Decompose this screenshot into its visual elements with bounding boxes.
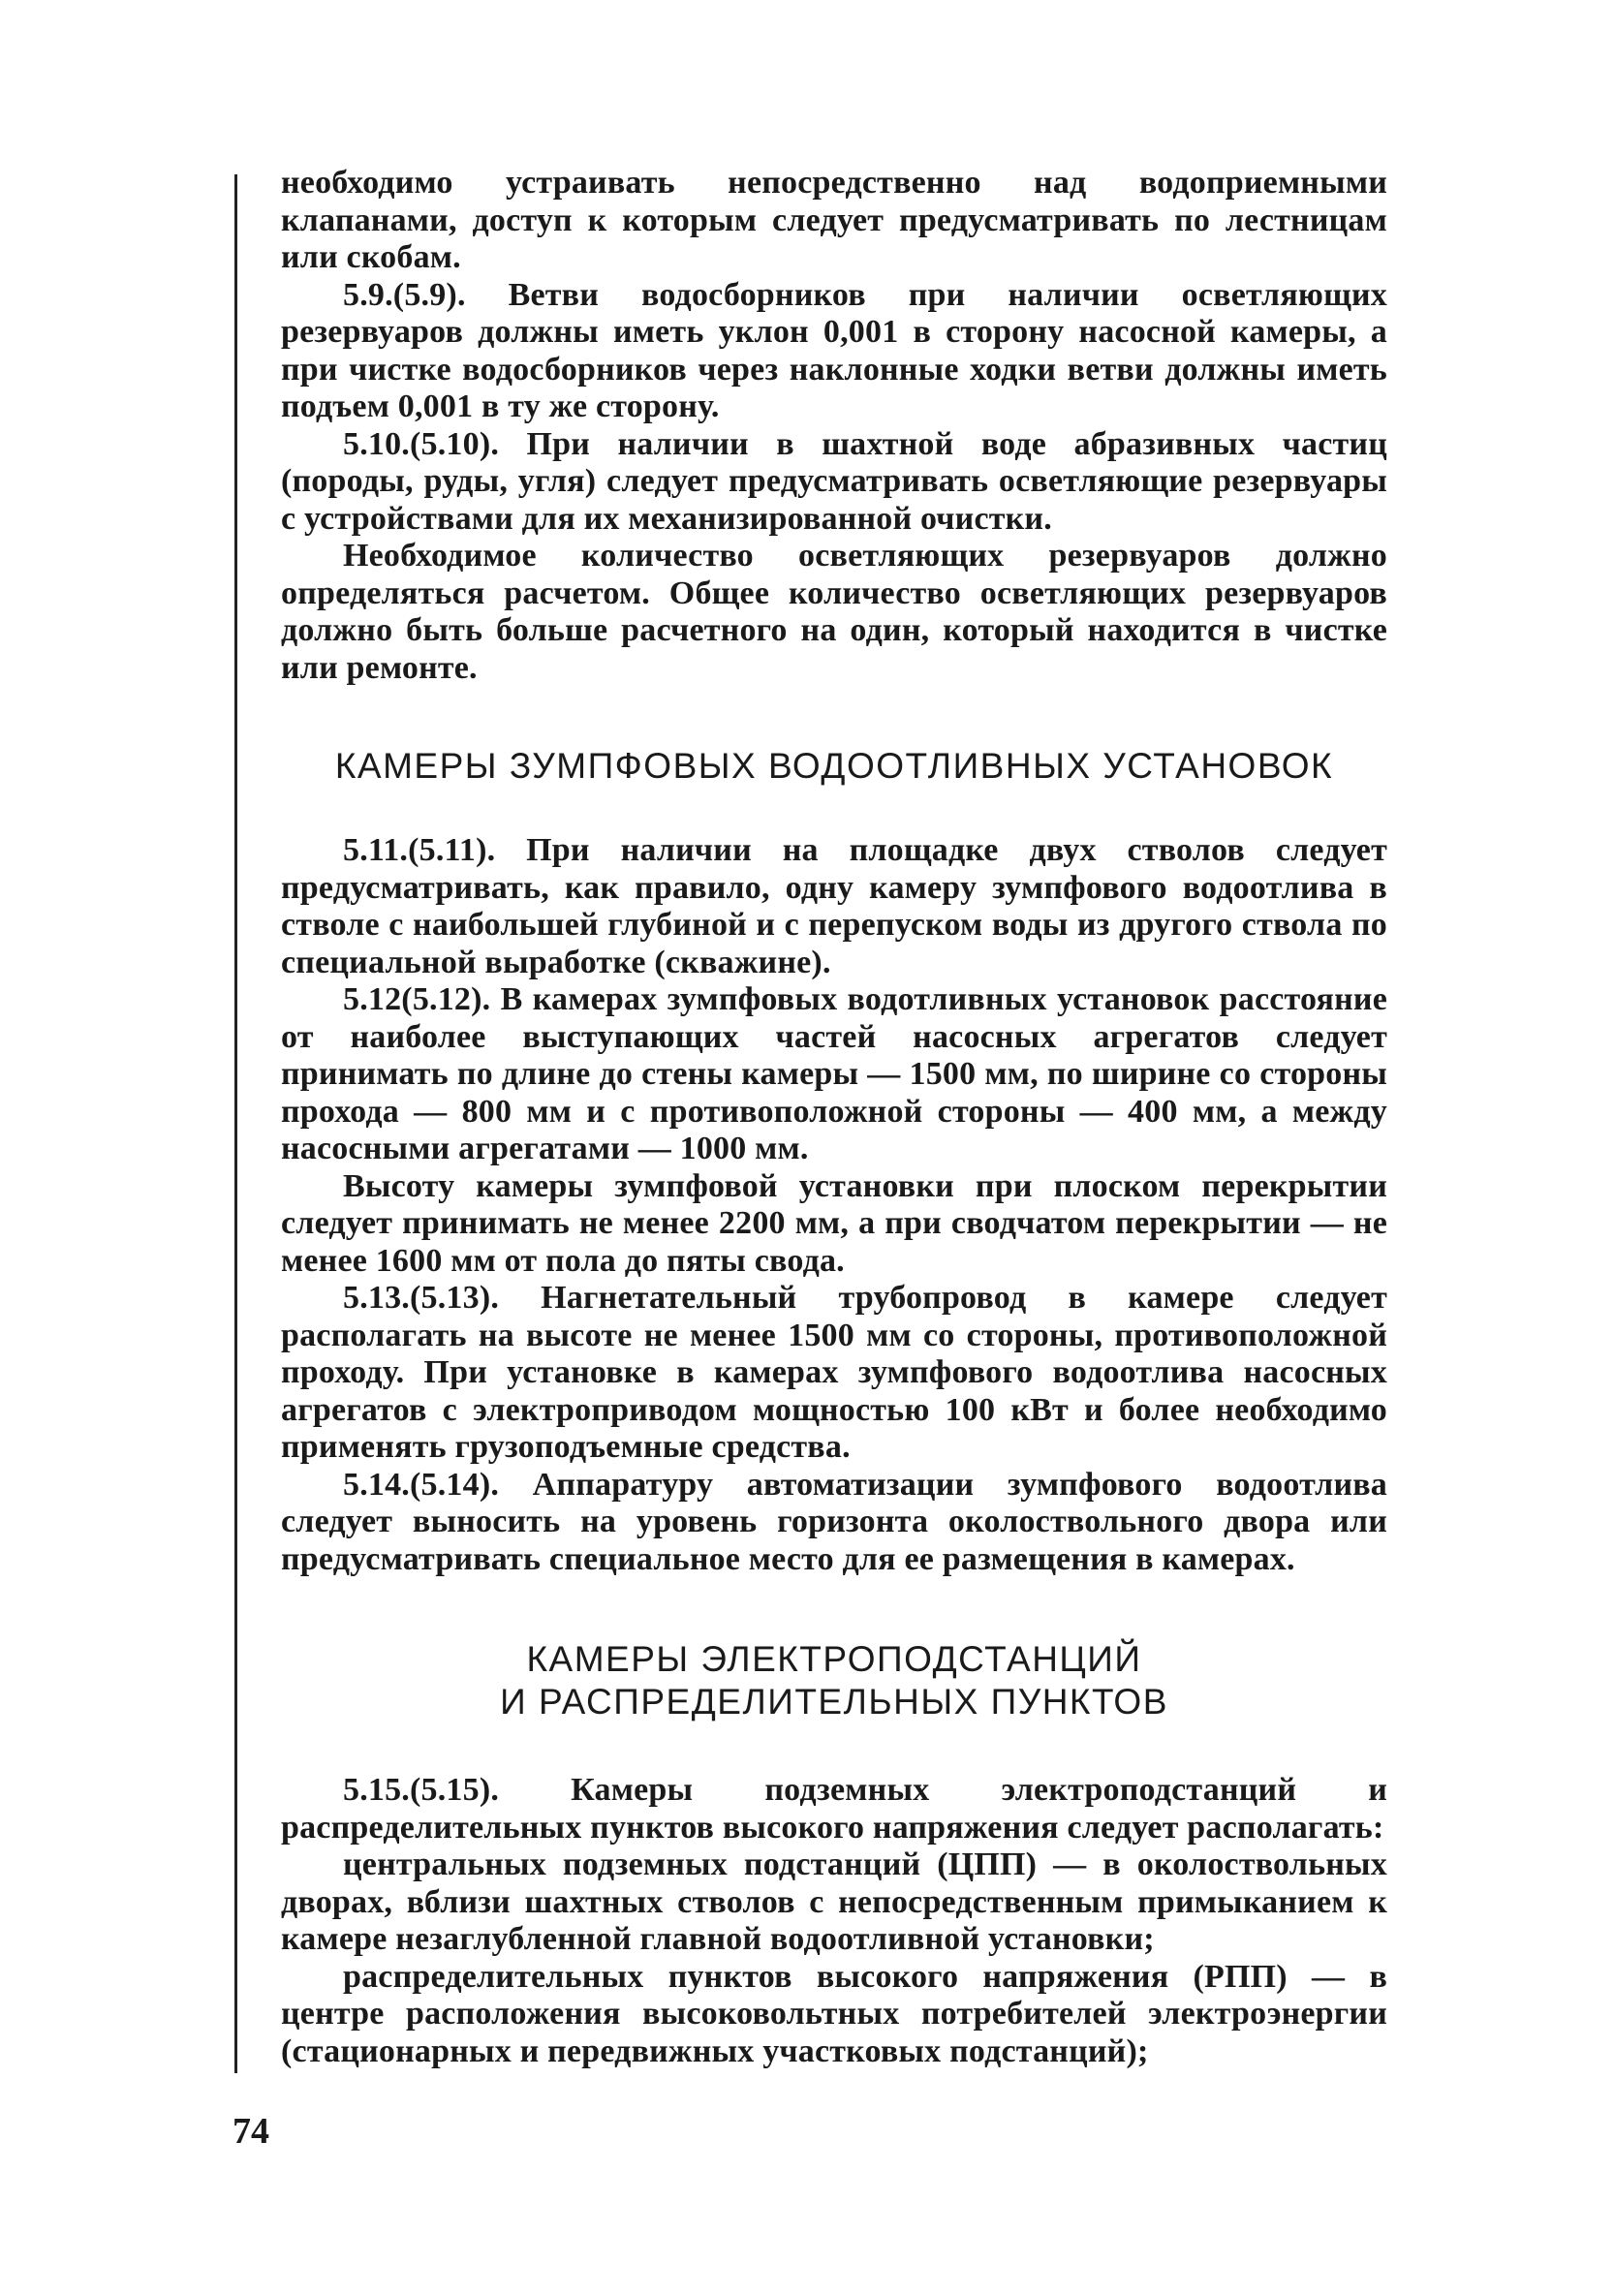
paragraph-5-9: 5.9.(5.9). Ветви водосборников при наличии осветляющих резервуаров должны иметь уклон 0,001 в сторону насосной камеры, а при чистке водосборников через наклонные ходки ветви должны иметь подъем 0,001 в ту же сторону. bbox=[281, 276, 1387, 424]
paragraph-continuation: необходимо устраивать непосредственно над водоприемными клапанами, доступ к которым следует предусматривать по лестницам или скобам. bbox=[281, 165, 1387, 275]
paragraph-cpp: центральных подземных подстанций (ЦПП) — в околоствольных дворах, вблизи шахтных стволов с непосредственным примыканием к камере незаглубленной главной водоотливной установки; bbox=[281, 1846, 1387, 1957]
heading-line-2: И РАСПРЕДЕЛИТЕЛЬНЫХ ПУНКТОВ bbox=[500, 1682, 1168, 1722]
section-heading-sump-chambers: КАМЕРЫ ЗУМПФОВЫХ ВОДООТЛИВНЫХ УСТАНОВОК bbox=[334, 746, 1334, 786]
page-number: 74 bbox=[233, 2111, 269, 2152]
paragraph-5-14: 5.14.(5.14). Аппаратуру автоматизации зумпфового водоотлива следует выносить на уровень горизонта околоствольного двора или предусматривать специальное место для ее размещения в камерах. bbox=[281, 1466, 1387, 1577]
left-margin-rule bbox=[234, 174, 237, 2073]
paragraph-5-13: 5.13.(5.13). Нагнетательный трубопровод в камере следует располагать на высоте не менее 1500 мм со стороны, противоположной проходу. При установке в камерах зумпфового водоотлива насосных агрегатов с электроприводом мощностью 100 кВт и более необходимо применять грузоподъемные средства. bbox=[281, 1280, 1387, 1465]
paragraph-rpp: распределительных пунктов высокого напряжения (РПП) — в центре расположения высоковольтных потребителей электроэнергии (стационарных и передвижных участковых подстанций); bbox=[281, 1958, 1387, 2069]
paragraph-5-11: 5.11.(5.11). При наличии на площадке двух стволов следует предусматривать, как правило, одну камеру зумпфового водоотлива в стволе с наибольшей глубиной и с перепуском воды из другого ствола по специальной выработке (скважине). bbox=[281, 832, 1387, 980]
paragraph-chamber-height: Высоту камеры зумпфовой установки при плоском перекрытии следует принимать не менее 2200 мм, а при сводчатом перекрытии — не менее 1600 мм от пола до пяты свода. bbox=[281, 1167, 1387, 1279]
paragraph-5-10: 5.10.(5.10). При наличии в шахтной воде абразивных частиц (породы, руды, угля) следует предусматривать осветляющие резервуары с устройствами для их механизированной очистки. bbox=[281, 425, 1387, 537]
paragraph-5-12: 5.12(5.12). В камерах зумпфовых водотливных установок расстояние от наиболее выступающих частей насосных агрегатов следует принимать по длине до стены камеры — 1500 мм, по ширине со стороны прохода — 800 мм и с противоположной стороны — 400 мм, а между насосными агрегатами — 1000 мм. bbox=[281, 981, 1387, 1166]
paragraph-5-15: 5.15.(5.15). Камеры подземных электроподстанций и распределительных пунктов высокого напряжения следует располагать: bbox=[281, 1772, 1387, 1846]
heading-line-1: КАМЕРЫ ЭЛЕКТРОПОДСТАНЦИЙ bbox=[526, 1639, 1142, 1679]
document-page bbox=[281, 165, 1387, 2070]
paragraph-clarifier-count: Необходимое количество осветляющих резервуаров должно определяться расчетом. Общее количество осветляющих резервуаров должно быть больше расчетного на один, который находится в чистке или ремонте. bbox=[281, 538, 1387, 686]
section-heading-substation-chambers bbox=[281, 1638, 1387, 1723]
